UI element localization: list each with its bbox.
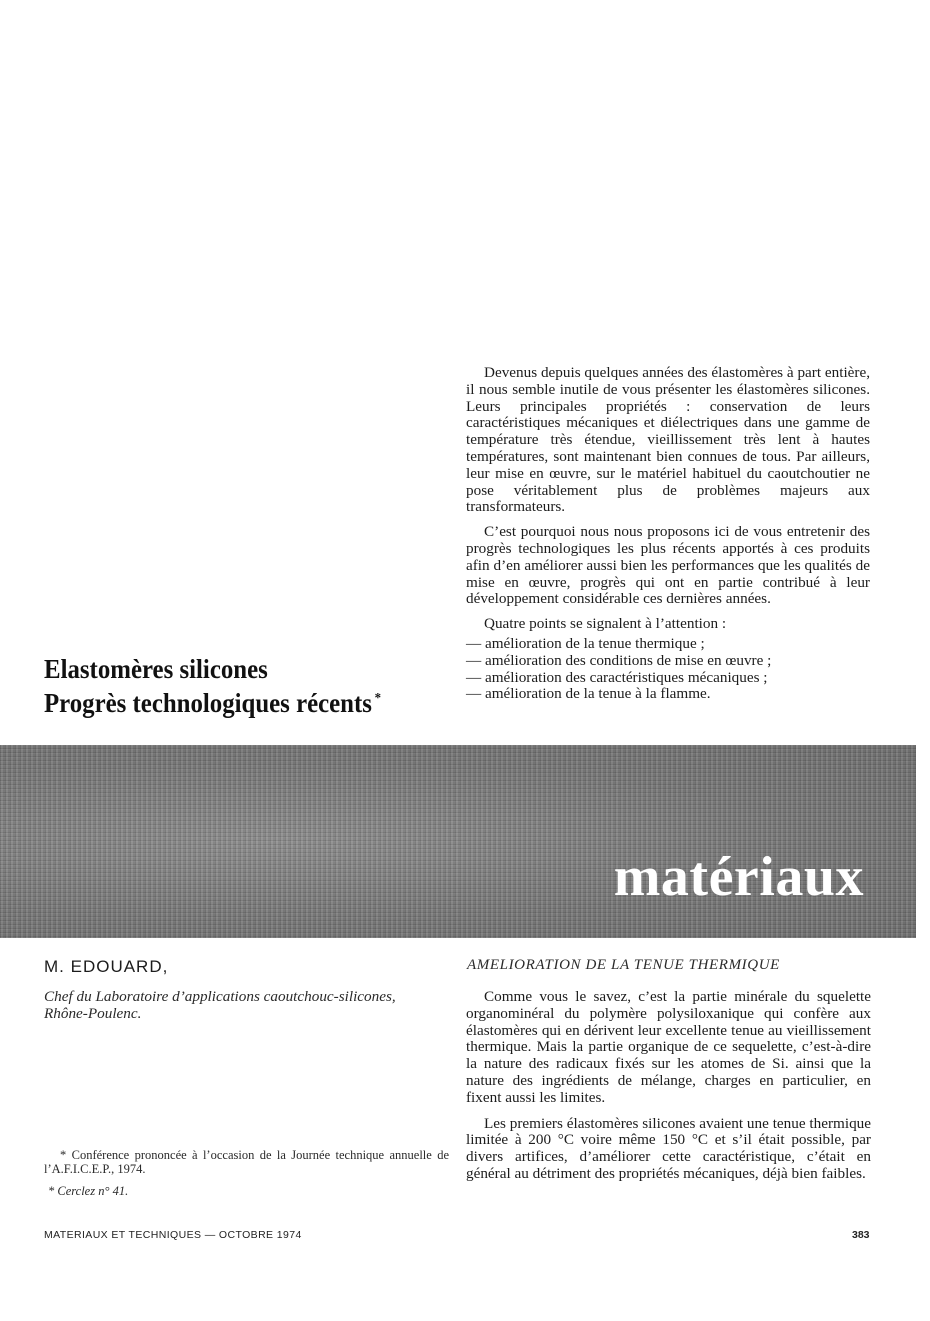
footer-page-number: 383 — [852, 1229, 870, 1241]
section-heading: AMELIORATION DE LA TENUE THERMIQUE — [467, 957, 780, 973]
intro-paragraph-1: Devenus depuis quelques années des élastomères à part entière, il nous semble inutile de vous présenter les élastomères silicones. Leurs principales propriétés : conservation de leurs caractéristiques mécaniques et diélectriques dans une gamme de température très étendue, vieillissement très lent à hautes températures, sont maintenant bien connues de tous. Par ailleurs, leur mise en œuvre, sur le matériel habituel du caoutchoutier ne pose véritablement plus de problèmes majeurs aux transformateurs. — [466, 364, 870, 516]
footnote-cerclez: * Cerclez n° 41. — [48, 1184, 129, 1198]
section-banner — [0, 745, 916, 938]
article-title — [44, 652, 430, 720]
affiliation-line-2: Rhône-Poulenc. — [44, 1005, 142, 1022]
title-footnote-mark: * — [374, 691, 382, 706]
affiliation-line-1: Chef du Laboratoire d’applications caoutchouc-silicones, — [44, 988, 396, 1005]
author-affiliation — [44, 988, 454, 1022]
author-name: M. EDOUARD, — [44, 957, 169, 976]
footnotes — [44, 1148, 449, 1198]
intro-paragraph-3: Quatre points se signalent à l’attention : — [484, 615, 727, 633]
intro-points-list — [466, 636, 870, 703]
banner-word: matériaux — [613, 846, 864, 908]
footer-journal: MATERIAUX ET TECHNIQUES — OCTOBRE 1974 — [44, 1229, 302, 1241]
title-line-1: Elastomères silicones — [44, 654, 268, 684]
section-body — [466, 989, 871, 1192]
section-paragraph-2: Les premiers élastomères silicones avaient une tenue thermique limitée à 200 °C voire même 150 °C et s’il était possible, par divers artifices, d’améliorer cette caractéristique, c’était en général au détriment des propriétés mécaniques, déjà bien faibles. — [466, 1114, 871, 1182]
intro-point-4: — amélioration de la tenue à la flamme. — [466, 685, 711, 703]
title-line-2 — [44, 686, 430, 720]
intro-paragraph-2: C’est pourquoi nous nous proposons ici de vous entretenir des progrès technologiques les plus récents apportés à ces produits afin d’en améliorer aussi bien les performances que les qualités de mise en œuvre, progrès qui ont en partie contribué à leur développement considérable ces dernières années. — [466, 523, 870, 608]
intro-point-2: — amélioration des conditions de mise en œuvre ; — [466, 651, 772, 669]
footnote-conference: * Conférence prononcée à l’occasion de la Journée technique annuelle de l’A.F.I.C.E.P., 1974. — [44, 1148, 449, 1176]
intro-point-1: — amélioration de la tenue thermique ; — [466, 634, 705, 652]
title-line-2-text: Progrès technologiques récents — [44, 688, 372, 718]
section-paragraph-1: Comme vous le savez, c’est la partie minérale du squelette organominéral du polymère polysiloxanique qui confère aux élastomères qui en dérivent leur excellente tenue au vieillissement thermique. Mais la partie organique de ce sequelette, c’est-à-dire la nature des radicaux fixés sur les atomes de Si. ainsi que la nature des ingrédients de mélange, charges en particulier, en fixent aussi les limites. — [466, 988, 871, 1106]
intro-point-3: — amélioration des caractéristiques mécaniques ; — [466, 668, 768, 686]
intro-text — [466, 365, 870, 703]
